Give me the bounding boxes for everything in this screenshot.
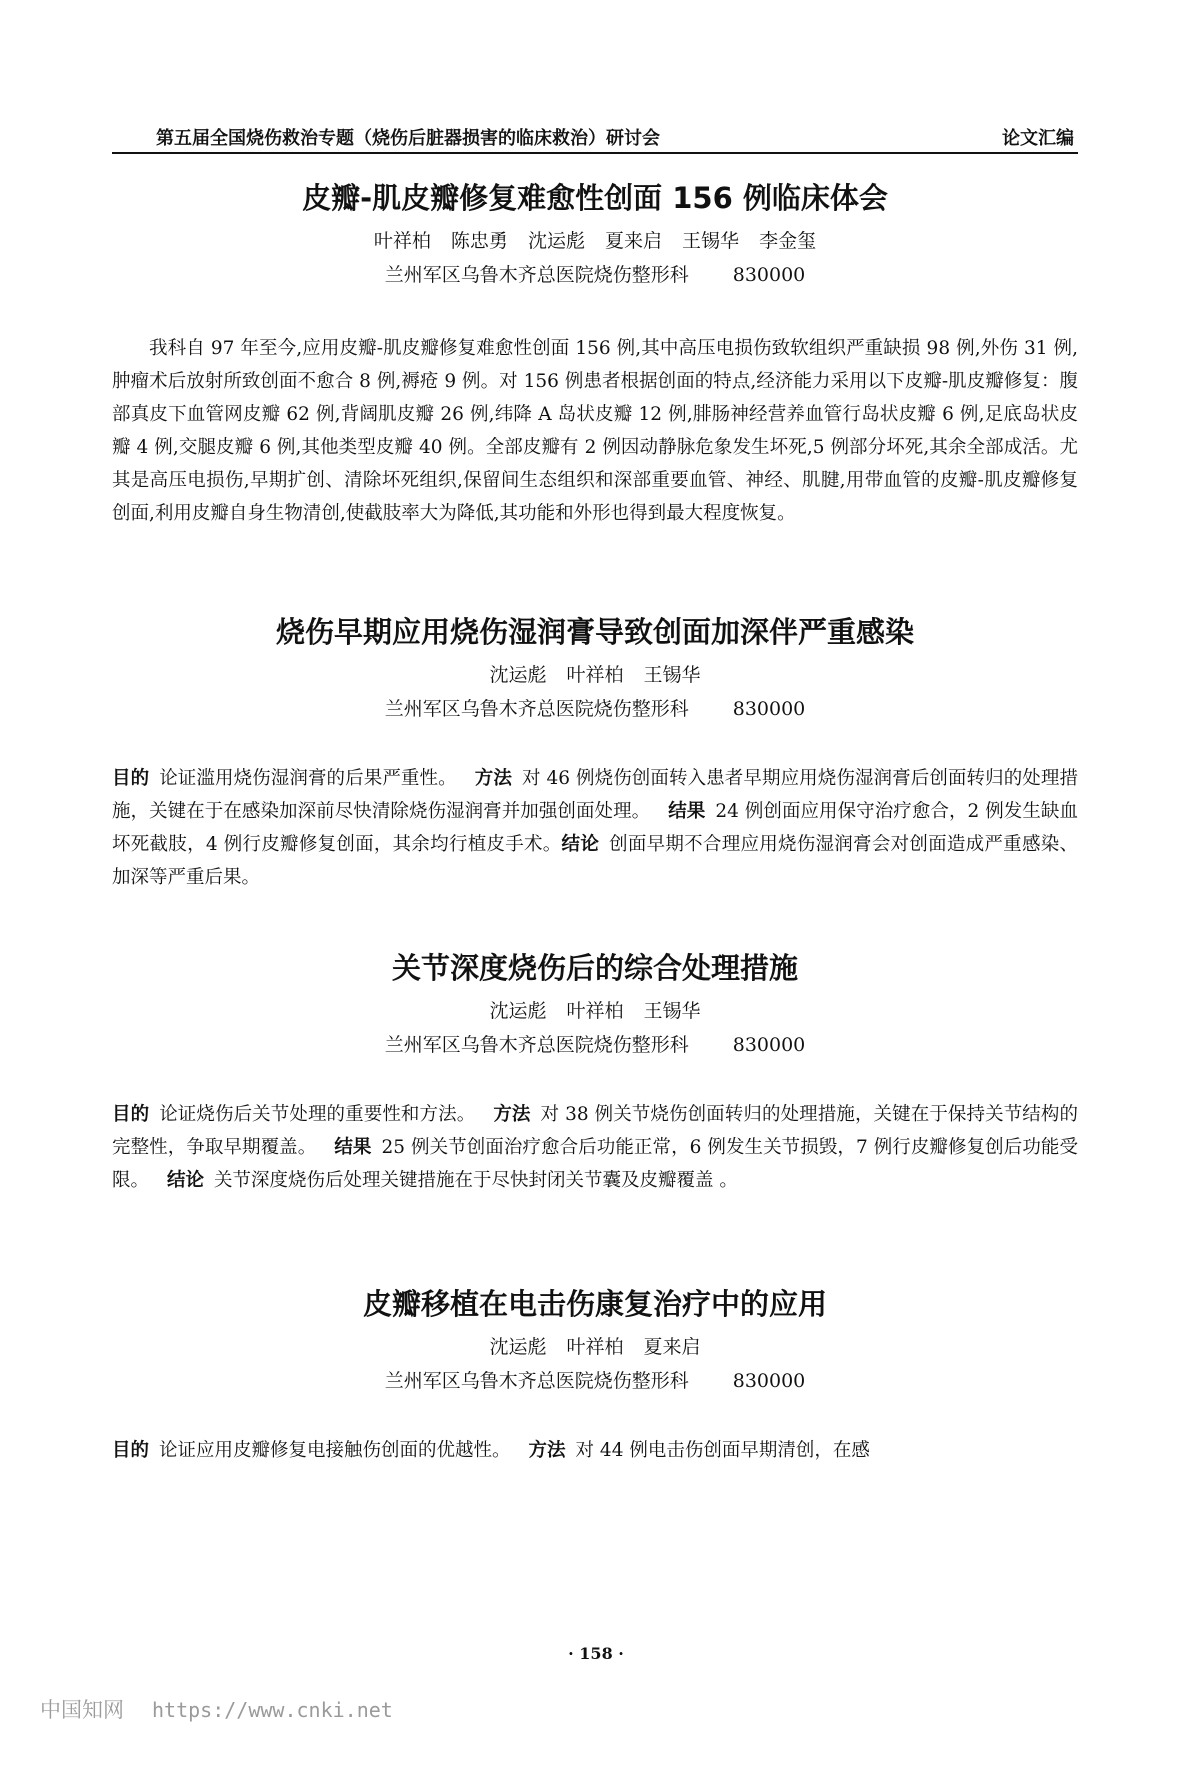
article-authors: 沈运彪 叶祥柏 夏来启	[489, 1336, 701, 1358]
watermark-url: https://www.cnki.net	[152, 1698, 393, 1722]
page-number: · 158 ·	[568, 1644, 624, 1663]
watermark	[40, 1694, 393, 1724]
article-3	[112, 950, 1078, 1197]
method-text: 对 44 例电击伤创面早期清创，在感	[575, 1440, 870, 1461]
article-abstract	[112, 762, 1078, 894]
postal-code: 830000	[732, 1370, 806, 1392]
article-2	[112, 614, 1078, 894]
method-text: 对 38 例关节烧伤创面转归的处理措施，关键在于保持关节结构的完整性，争取早期覆盖。	[112, 1104, 1078, 1158]
affiliation-name: 兰州军区乌鲁木齐总医院烧伤整形科	[384, 698, 689, 720]
method-label: 方法	[528, 1440, 566, 1461]
conclusion-text: 创面早期不合理应用烧伤湿润膏会对创面造成严重感染、加深等严重后果。	[112, 834, 1078, 888]
method-text: 对 46 例烧伤创面转入患者早期应用烧伤湿润膏后创面转归的处理措施，关键在于在感染加深前尽快清除烧伤湿润膏并加强创面处理。	[112, 768, 1078, 822]
postal-code: 830000	[732, 698, 806, 720]
result-label: 结果	[334, 1137, 372, 1158]
objective-text: 论证应用皮瓣修复电接触伤创面的优越性。	[159, 1440, 511, 1461]
abstract-paragraph	[112, 1098, 1078, 1197]
article-abstract	[112, 332, 1078, 530]
conclusion-text: 关节深度烧伤后处理关键措施在于尽快封闭关节囊及皮瓣覆盖 。	[214, 1170, 738, 1191]
article-abstract	[112, 1098, 1078, 1197]
article-affiliation	[112, 1032, 1078, 1058]
result-text: 24 例创面应用保守治疗愈合，2 例发生缺血坏死截肢，4 例行皮瓣修复创面，其余均行植皮手术。	[112, 801, 1078, 855]
article-title: 皮瓣移植在电击伤康复治疗中的应用	[362, 1287, 827, 1321]
article-authors: 叶祥柏 陈忠勇 沈运彪 夏来启 王锡华 李金玺	[373, 230, 817, 252]
method-label: 方法	[493, 1104, 531, 1125]
objective-text: 论证烧伤后关节处理的重要性和方法。	[159, 1104, 476, 1125]
article-affiliation	[112, 262, 1078, 288]
conclusion-label: 结论	[561, 834, 600, 855]
section-label: 论文汇编	[1002, 128, 1074, 149]
affiliation-name: 兰州军区乌鲁木齐总医院烧伤整形科	[384, 1034, 689, 1056]
result-text: 25 例关节创面治疗愈合后功能正常，6 例发生关节损毁，7 例行皮瓣修复创后功能受限。	[112, 1137, 1078, 1191]
abstract-paragraph	[112, 762, 1078, 894]
objective-label: 目的	[112, 1104, 150, 1125]
article-1	[112, 180, 1078, 530]
affiliation-name: 兰州军区乌鲁木齐总医院烧伤整形科	[384, 264, 689, 286]
article-4	[112, 1286, 1078, 1467]
abstract-paragraph	[112, 1434, 1078, 1467]
running-header	[112, 122, 1078, 154]
watermark-brand: 中国知网	[40, 1698, 124, 1722]
article-title: 关节深度烧伤后的综合处理措施	[391, 951, 798, 985]
conference-title: 第五届全国烧伤救治专题（烧伤后脏器损害的临床救治）研讨会	[156, 128, 660, 149]
abstract-paragraph: 我科自 97 年至今,应用皮瓣-肌皮瓣修复难愈性创面 156 例,其中高压电损伤致软组织严重缺损 98 例,外伤 31 例,肿瘤术后放射所致创面不愈合 8 例,褥疮 9 例。对 156 例患者根据创面的特点,经济能力采用以下皮瓣-肌皮瓣修复：腹部真皮下血管网皮瓣 62 例,背阔肌皮瓣 26 例,纬降 A 岛状皮瓣 12 例,腓肠神经营养血管行岛状皮瓣 6 例,足底岛状皮瓣 4 例,交腿皮瓣 6 例,其他类型皮瓣 40 例。全部皮瓣有 2 例因动静脉危象发生坏死,5 例部分坏死,其余全部成活。尤其是高压电损伤,早期扩创、清除坏死组织,保留间生态组织和深部重要血管、神经、肌腱,用带血管的皮瓣-肌皮瓣修复创面,利用皮瓣自身生物清创,使截肢率大为降低,其功能和外形也得到最大程度恢复。	[112, 338, 1078, 524]
article-affiliation	[112, 696, 1078, 722]
article-abstract	[112, 1434, 1078, 1467]
article-authors: 沈运彪 叶祥柏 王锡华	[489, 664, 701, 686]
postal-code: 830000	[732, 1034, 806, 1056]
result-label: 结果	[668, 801, 706, 822]
postal-code: 830000	[732, 264, 806, 286]
affiliation-name: 兰州军区乌鲁木齐总医院烧伤整形科	[384, 1370, 689, 1392]
article-title: 烧伤早期应用烧伤湿润膏导致创面加深伴严重感染	[275, 615, 914, 649]
article-affiliation	[112, 1368, 1078, 1394]
method-label: 方法	[474, 768, 512, 789]
objective-label: 目的	[112, 768, 150, 789]
objective-label: 目的	[112, 1440, 150, 1461]
objective-text: 论证滥用烧伤湿润膏的后果严重性。	[159, 768, 457, 789]
article-title: 皮瓣-肌皮瓣修复难愈性创面 156 例临床体会	[302, 181, 888, 215]
conclusion-label: 结论	[167, 1170, 205, 1191]
article-authors: 沈运彪 叶祥柏 王锡华	[489, 1000, 701, 1022]
